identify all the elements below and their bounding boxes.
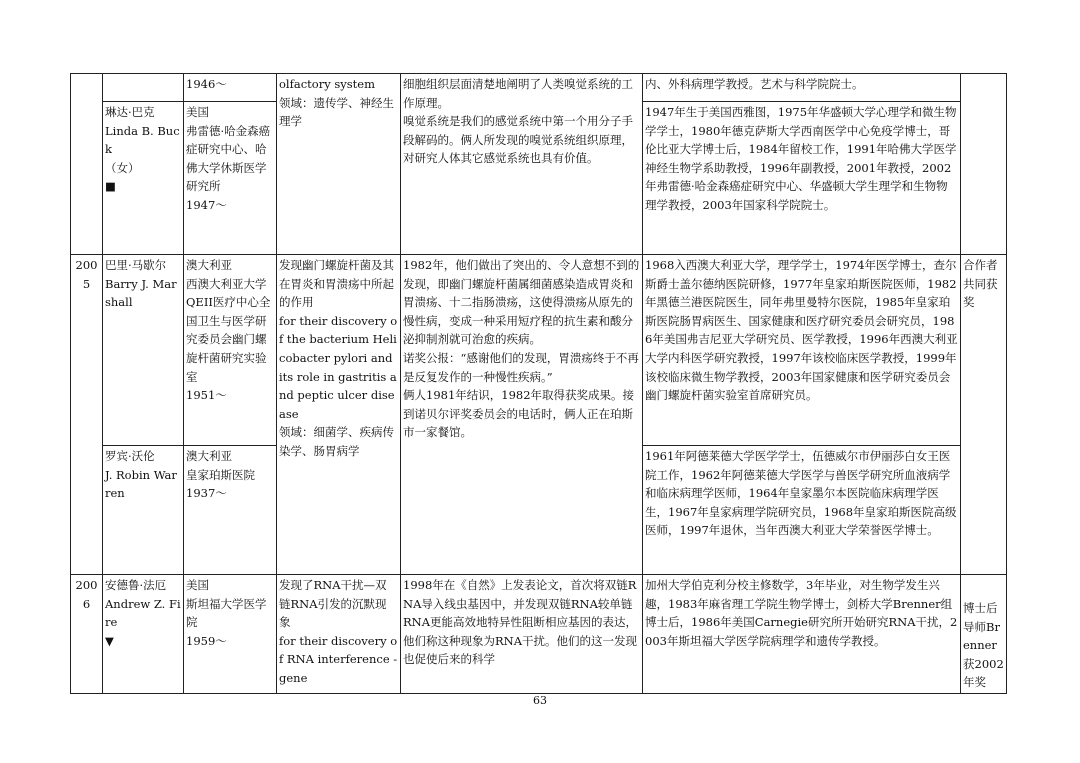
discovery-field: 发现了RNA干扰—双链RNA引发的沉默现象 for their discovery of RNA interference - gene (277, 575, 401, 694)
laureate-affiliation: 1946～ (184, 74, 277, 102)
laureate-table (70, 73, 1007, 694)
laureate-name (103, 74, 184, 102)
discovery-field: olfactory system 领域：遗传学、神经生理学 (277, 74, 401, 255)
contribution-text: 细胞组织层面清楚地阐明了人类嗅觉系统的工作原理。 嗅觉系统是我们的感觉系统中第一个用分子手段解码的。俩人所发现的嗅觉系统组织原理，对研究人体其它感觉系统也具有价值。 (401, 74, 643, 255)
remark-cell (961, 74, 1007, 255)
laureate-bio: 内、外科病理学教授。艺术与科学院院士。 (643, 74, 961, 102)
remark-cell: 合作者共同获奖 (961, 255, 1007, 575)
laureate-name: 琳达·巴克 Linda B. Buck （女） ■ (103, 102, 184, 255)
laureate-bio: 1961年阿德莱德大学医学学士，伍德威尔市伊丽莎白女王医院工作，1962年阿德莱德大学医学与兽医学研究所血液病学和临床病理学医师，1964年皇家墨尔本医院临床病理学医生，1967年皇家病理学院研究员，1968年皇家珀斯医院高级医师，1997年退休，当年西澳大利亚大学荣誉医学博士。 (643, 446, 961, 575)
laureate-affiliation: 澳大利亚 西澳大利亚大学QEII医疗中心全国卫生与医学研究委员会幽门螺旋杆菌研究实验室 1951～ (184, 255, 277, 446)
year-cell: 2005 (71, 255, 103, 575)
laureate-name: 安德鲁·法厄 Andrew Z. Fire ▼ (103, 575, 184, 694)
laureate-affiliation: 美国 弗雷德·哈金森癌症研究中心、哈佛大学休斯医学研究所 1947～ (184, 102, 277, 255)
table-row (71, 255, 1007, 446)
discovery-field: 发现幽门螺旋杆菌及其在胃炎和胃溃疡中所起的作用 for their discovery of the bacterium Helicobacter pylori and its role in gastritis and peptic ulcer disease 领域：细菌学、疾病传染学、肠胃病学 (277, 255, 401, 575)
laureate-bio: 1968入西澳大利亚大学，理学学士，1974年医学博士，查尔斯爵士盖尔德纳医院研修，1977年皇家珀斯医院医师，1982年黑德兰港医院医生，同年弗里曼特尔医院，1985年皇家珀斯医院肠胃病医生、国家健康和医疗研究委员会研究员，1986年美国弗吉尼亚大学研究员、医学教授，1996年西澳大利亚大学内科医学研究教授，1997年该校临床医学教授，1999年该校临床微生物学教授，2003年国家健康和医学研究委员会幽门螺旋杆菌实验室首席研究员。 (643, 255, 961, 446)
laureate-bio: 加州大学伯克利分校主修数学，3年毕业，对生物学发生兴趣，1983年麻省理工学院生物学博士，剑桥大学Brenner组博士后，1986年美国Carnegie研究所开始研究RNA干扰，2003年斯坦福大学医学院病理学和遗传学教授。 (643, 575, 961, 694)
laureate-name: 巴里·马歇尔 Barry J. Marshall (103, 255, 184, 446)
year-cell: 2006 (71, 575, 103, 694)
laureate-affiliation: 美国 斯坦福大学医学院 1959～ (184, 575, 277, 694)
laureate-affiliation: 澳大利亚 皇家珀斯医院 1937～ (184, 446, 277, 575)
table-row (71, 575, 1007, 694)
page-number: 63 (533, 694, 547, 707)
table-row (71, 74, 1007, 102)
contribution-text: 1982年，他们做出了突出的、令人意想不到的发现，即幽门螺旋杆菌属细菌感染造成胃炎和胃溃疡、十二指肠溃疡，这使得溃疡从原先的慢性病，变成一种采用短疗程的抗生素和酸分泌抑制剂就可治愈的疾病。 诺奖公报：“感谢他们的发现，胃溃疡终于不再是反复发作的一种慢性疾病。” 俩人1981年结识，1982年取得获奖成果。接到诺贝尔评奖委员会的电话时，俩人正在珀斯市一家餐馆。 (401, 255, 643, 575)
laureate-bio: 1947年生于美国西雅图，1975年华盛顿大学心理学和微生物学学士，1980年德克萨斯大学西南医学中心免疫学博士，哥伦比亚大学博士后，1984年留校工作，1991年哈佛大学医学神经生物学系助教授，1996年副教授，2001年教授，2002年弗雷德·哈金森癌症研究中心、华盛顿大学生理学和生物物理学教授，2003年国家科学院院士。 (643, 102, 961, 255)
year-cell (71, 74, 103, 255)
laureate-name: 罗宾·沃伦 J. Robin Warren (103, 446, 184, 575)
contribution-text: 1998年在《自然》上发表论文，首次将双链RNA导入线虫基因中，并发现双链RNA较单链RNA更能高效地特异性阻断相应基因的表达，他们称这种现象为RNA干扰。他们的这一发现也促使后来的科学 (401, 575, 643, 694)
remark-cell: 博士后导师Brenner获2002年奖 (961, 575, 1007, 694)
